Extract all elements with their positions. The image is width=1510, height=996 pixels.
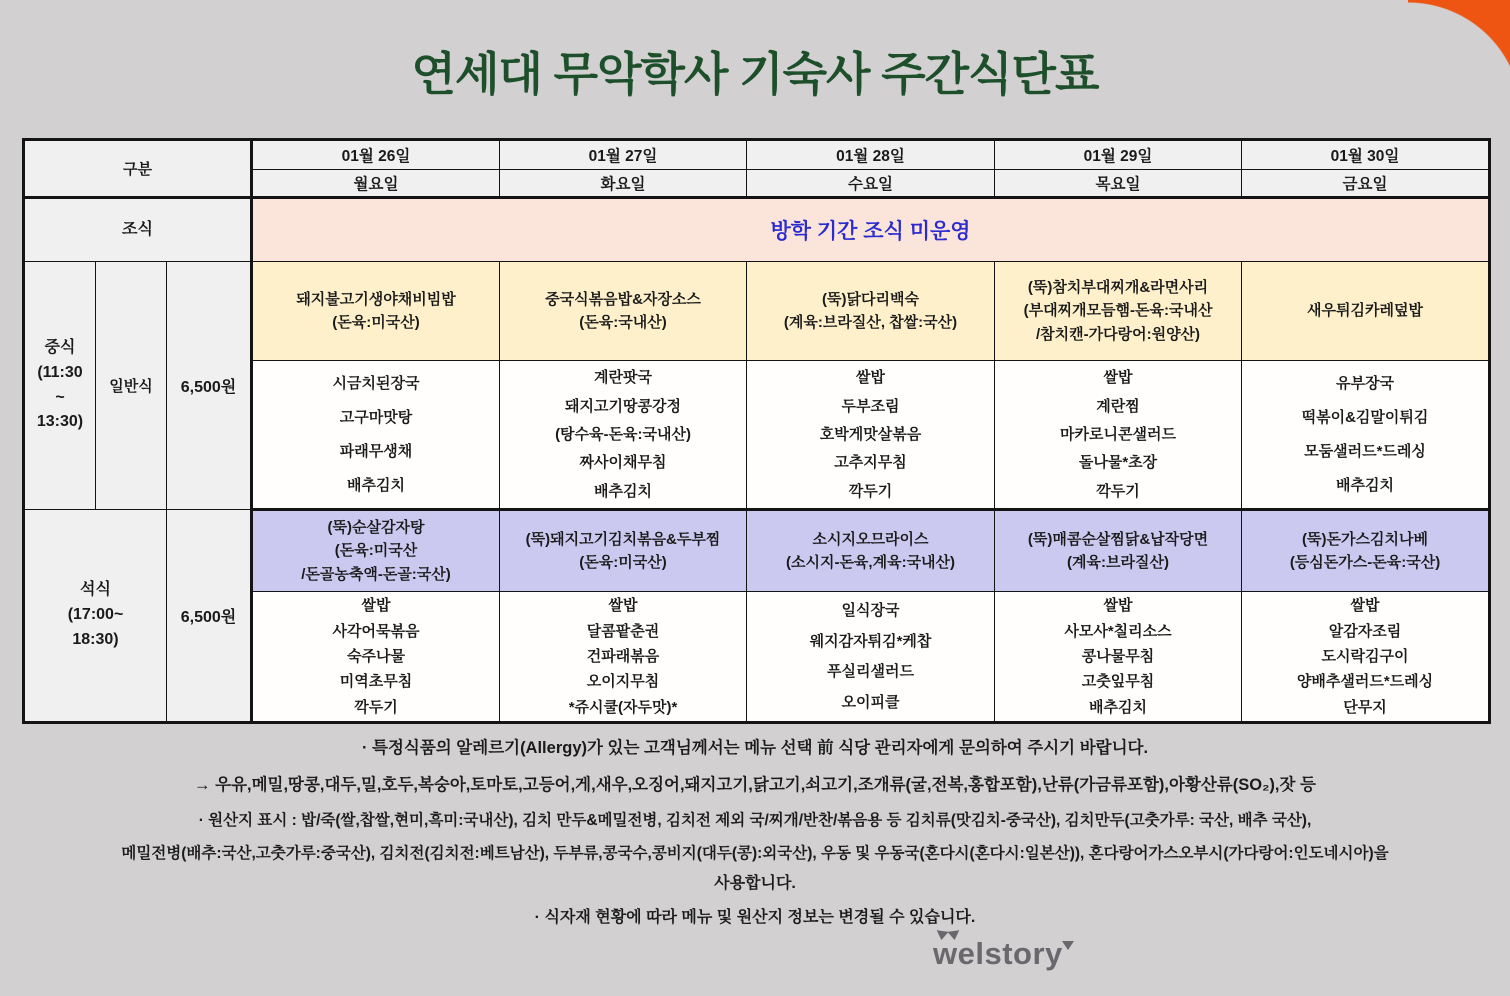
lunch-meal-type: 일반식 [96,262,167,510]
breakfast-notice: 방학 기간 조식 미운영 [252,198,1490,262]
lunch-main-row [24,262,1490,361]
lunch-items-tue [500,361,747,510]
lunch-main-fri: 새우튀김카레덮밥 [1242,262,1490,361]
footer-note-origin-1: · 원산지 표시 : 밥/죽(쌀,찹쌀,현미,흑미:국내산), 김치 만두&메밀전병, 김치전 제외 국/찌개/반찬/볶음용 등 김치류(맛김치-중국산), 김치만두(고춧가루: 국산, 배추 국산), [198,812,1312,829]
dinner-items-thu [995,592,1242,723]
page-title: 연세대 무악학사 기숙사 주간식단표 [411,48,1099,100]
logo-accent-icon [1062,941,1074,950]
breakfast-row [24,198,1490,262]
weekday-header-wed: 수요일 [747,170,995,198]
lunch-main-wed: (뚝)닭다리백숙 (계육:브라질산, 찹쌀:국산) [747,262,995,361]
dinner-items-fri [1242,592,1490,723]
breakfast-label: 조식 [24,198,252,262]
lunch-items-list: 시금치된장국 고구마맛탕 파래무생채 배추김치 [332,374,420,494]
lunch-items-list: 계란팟국 돼지고기땅콩강정 (탕수육-돈육:국내산) 짜사이채무침 배추김치 [555,369,691,500]
footer-note-allergy: · 특정식품의 알레르기(Allergy)가 있는 고객님께서는 메뉴 선택 前 식당 관리자에게 문의하여 주시기 바랍니다. [361,739,1149,757]
dinner-items-list: 쌀밥 사모사*칠리소스 콩나물무침 고춧잎무침 배추김치 [1064,597,1172,716]
date-header-thu: 01월 29일 [995,140,1242,170]
footer-notes [0,734,1510,927]
dinner-items-wed [747,592,995,723]
dinner-items-list: 쌀밥 달콤팥춘권 건파래볶음 오이지무침 *쥬시쿨(자두맛)* [568,597,678,716]
dinner-items-tue [500,592,747,723]
lunch-items-thu [995,361,1242,510]
footer-note-allergen-list: → 우유,메밀,땅콩,대두,밀,호두,복숭아,토마토,고등어,게,새우,오징어,돼지고기,닭고기,쇠고기,조개류(굴,전복,홍합포함),난류(가금류포함),아황산류(SO₂),잣 등 [194,776,1316,794]
lunch-items-mon [252,361,500,510]
corner-header-cell: 구분 [24,140,252,198]
dinner-main-row [24,510,1490,592]
dinner-items-list: 쌀밥 알감자조림 도시락김구이 양배추샐러드*드레싱 단무지 [1296,597,1434,716]
weekly-menu-table [22,138,1491,724]
date-header-wed: 01월 28일 [747,140,995,170]
dinner-items-mon [252,592,500,723]
date-header-fri: 01월 30일 [1242,140,1490,170]
dinner-price: 6,500원 [167,510,252,723]
dinner-items-list: 쌀밥 사각어묵볶음 숙주나물 미역초무침 깍두기 [332,597,420,716]
weekday-header-tue: 화요일 [500,170,747,198]
dinner-main-fri: (뚝)돈가스김치나베 (등심돈가스-돈육:국산) [1242,510,1490,592]
dinner-items-list: 일식장국 웨지감자튀김*케찹 푸실리샐러드 오이피클 [809,602,932,711]
lunch-price: 6,500원 [167,262,252,510]
lunch-main-thu: (뚝)참치부대찌개&라면사리 (부대찌개모듬햄-돈육:국내산 /참치캔-가다랑어:원양산) [995,262,1242,361]
welstory-logo [933,936,1063,972]
lunch-items-list: 쌀밥 계란찜 마카로니콘샐러드 돌나물*초장 깍두기 [1060,369,1176,500]
weekday-header-mon: 월요일 [252,170,500,198]
lunch-items-fri [1242,361,1490,510]
lunch-items-list: 유부장국 떡볶이&김말이튀김 모둠샐러드*드레싱 배추김치 [1301,374,1429,494]
logo-leaf-right-icon [947,930,960,941]
dinner-main-tue: (뚝)돼지고기김치볶음&두부찜 (돈육:미국산) [500,510,747,592]
dinner-main-mon: (뚝)순살감자탕 (돈육:미국산 /돈골농축액-돈골:국산) [252,510,500,592]
dinner-main-thu: (뚝)매콤순살찜닭&납작당면 (계육:브라질산) [995,510,1242,592]
weekday-header-thu: 목요일 [995,170,1242,198]
welstory-logo-text: welstory [933,936,1063,971]
dinner-label: 석식 (17:00~ 18:30) [24,510,167,723]
lunch-label: 중식 (11:30 ~ 13:30) [24,262,96,510]
date-header-tue: 01월 27일 [500,140,747,170]
lunch-main-tue: 중국식볶음밥&자장소스 (돈육:국내산) [500,262,747,361]
weekday-header-fri: 금요일 [1242,170,1490,198]
footer-note-change: · 식자재 현황에 따라 메뉴 및 원산지 정보는 변경될 수 있습니다. [534,909,976,926]
footer-note-origin-2: 메밀전병(배추:국산,고춧가루:중국산), 김치전(김치전:베트남산), 두부류,콩국수,콩비지(대두(콩):외국산), 우동 및 우동국(혼다시(혼다시:일본산)), 혼다랑어가스오부시(가다랑어:인도네시아)을 [121,845,1389,862]
lunch-items-list: 쌀밥 두부조림 호박게맛살볶음 고추지무침 깍두기 [819,369,922,500]
dinner-main-wed: 소시지오므라이스 (소시지-돈육,계육:국내산) [747,510,995,592]
date-header-row [24,140,1490,170]
lunch-main-mon: 돼지불고기생야채비빔밥 (돈육:미국산) [252,262,500,361]
footer-note-origin-3: 사용합니다. [714,875,796,892]
lunch-items-wed [747,361,995,510]
date-header-mon: 01월 26일 [252,140,500,170]
